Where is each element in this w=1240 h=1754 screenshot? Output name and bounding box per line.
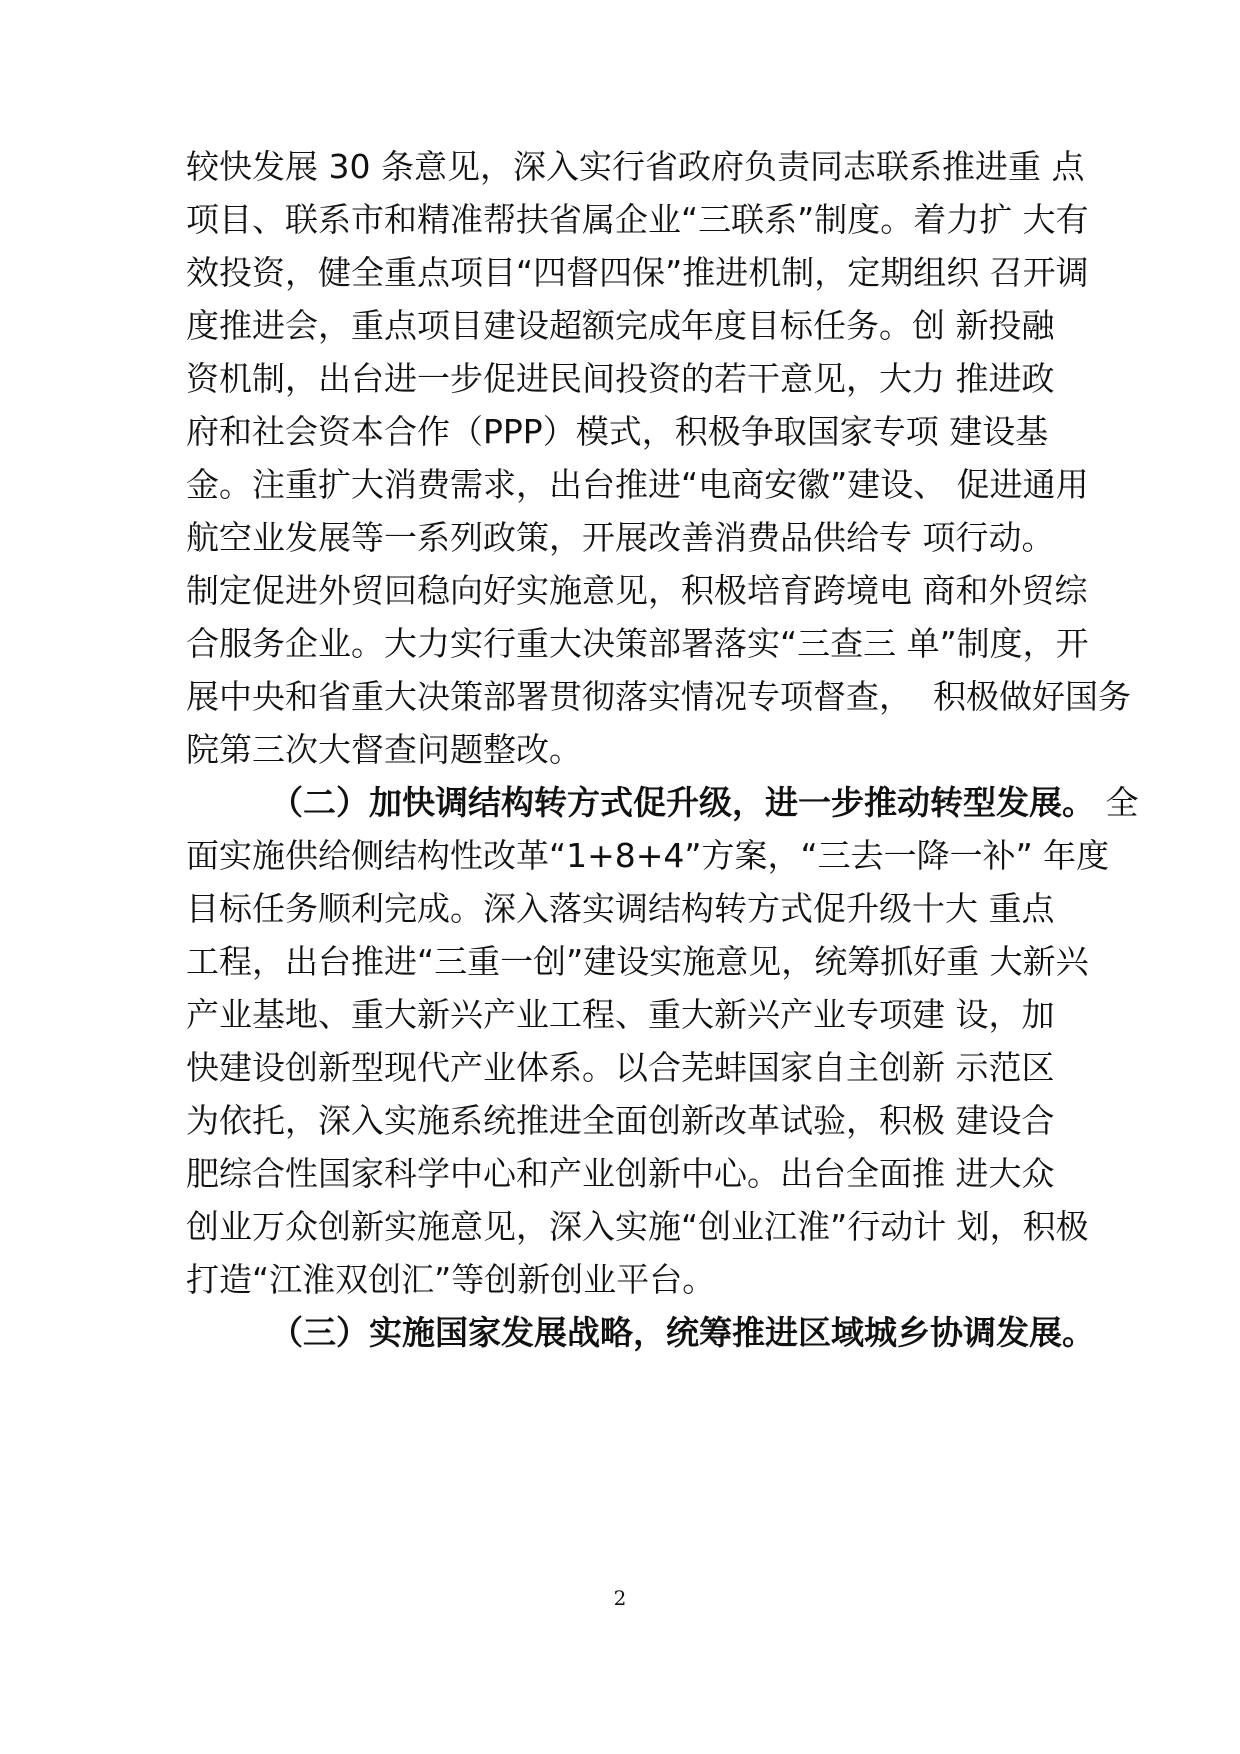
section-2-heading: （二）加快调结构转方式促升级，进一步推动转型发展。 bbox=[270, 783, 1095, 822]
paragraph-line: 产业基地、重大新兴产业工程、重大新兴产业专项建 设，加 bbox=[186, 995, 1055, 1034]
paragraph-line: 展中央和省重大决策部署贯彻落实情况专项督查， 积极做好国务 bbox=[186, 677, 1131, 716]
paragraph-line: 肥综合性国家科学中心和产业创新中心。出台全面推 进大众 bbox=[186, 1154, 1055, 1193]
paragraph-line: 制定促进外贸回稳向好实施意见，积极培育跨境电 商和外贸综 bbox=[186, 571, 1088, 610]
paragraph-line: 金。注重扩大消费需求，出台推进“电商安徽”建设、 促进通用 bbox=[186, 465, 1089, 504]
page-number: 2 bbox=[613, 1586, 627, 1610]
paragraph-line: 创业万众创新实施意见，深入实施“创业江淮”行动计 划，积极 bbox=[186, 1207, 1089, 1246]
paragraph-line: 面实施供给侧结构性改革“1+8+4”方案，“三去一降一补” 年度 bbox=[186, 836, 1110, 875]
paragraph-line: 项目、联系市和精准帮扶省属企业“三联系”制度。着力扩 大有 bbox=[186, 200, 1089, 239]
paragraph-line: 资机制，出台进一步促进民间投资的若干意见，大力 推进政 bbox=[186, 359, 1055, 398]
section-3-heading: （三）实施国家发展战略，统筹推进区域城乡协调发展。 bbox=[270, 1313, 1095, 1352]
paragraph-line: 府和社会资本合作（PPP）模式，积极争取国家专项 建设基 bbox=[186, 412, 1049, 451]
paragraph-line: 快建设创新型现代产业体系。以合芜蚌国家自主创新 示范区 bbox=[186, 1048, 1055, 1087]
paragraph-line: 较快发展 30 条意见，深入实行省政府负责同志联系推进重 点 bbox=[186, 147, 1085, 186]
body-text bbox=[186, 140, 1139, 1359]
section-2-first-line bbox=[186, 776, 1139, 829]
paragraph-line: 航空业发展等一系列政策，开展改善消费品供给专 项行动。 bbox=[186, 518, 1055, 557]
paragraph-line: 院第三次大督查问题整改。 bbox=[186, 730, 582, 769]
paragraph-line: 为依托，深入实施系统推进全面创新改革试验，积极 建设合 bbox=[186, 1101, 1055, 1140]
paragraph-line: 效投资，健全重点项目“四督四保”推进机制，定期组织 召开调 bbox=[186, 253, 1089, 292]
paragraph-line: 打造“江淮双创汇”等创新创业平台。 bbox=[186, 1260, 716, 1299]
paragraph-line: 度推进会，重点项目建设超额完成年度目标任务。创 新投融 bbox=[186, 306, 1055, 345]
paragraph-line: 合服务企业。大力实行重大决策部署落实“三查三 单”制度，开 bbox=[186, 624, 1089, 663]
paragraph-line: 工程，出台推进“三重一创”建设实施意见，统筹抓好重 大新兴 bbox=[186, 942, 1089, 981]
paragraph-line: 目标任务顺利完成。深入落实调结构转方式促升级十大 重点 bbox=[186, 889, 1055, 928]
section-2-first-line-rest: 全 bbox=[1095, 783, 1139, 822]
